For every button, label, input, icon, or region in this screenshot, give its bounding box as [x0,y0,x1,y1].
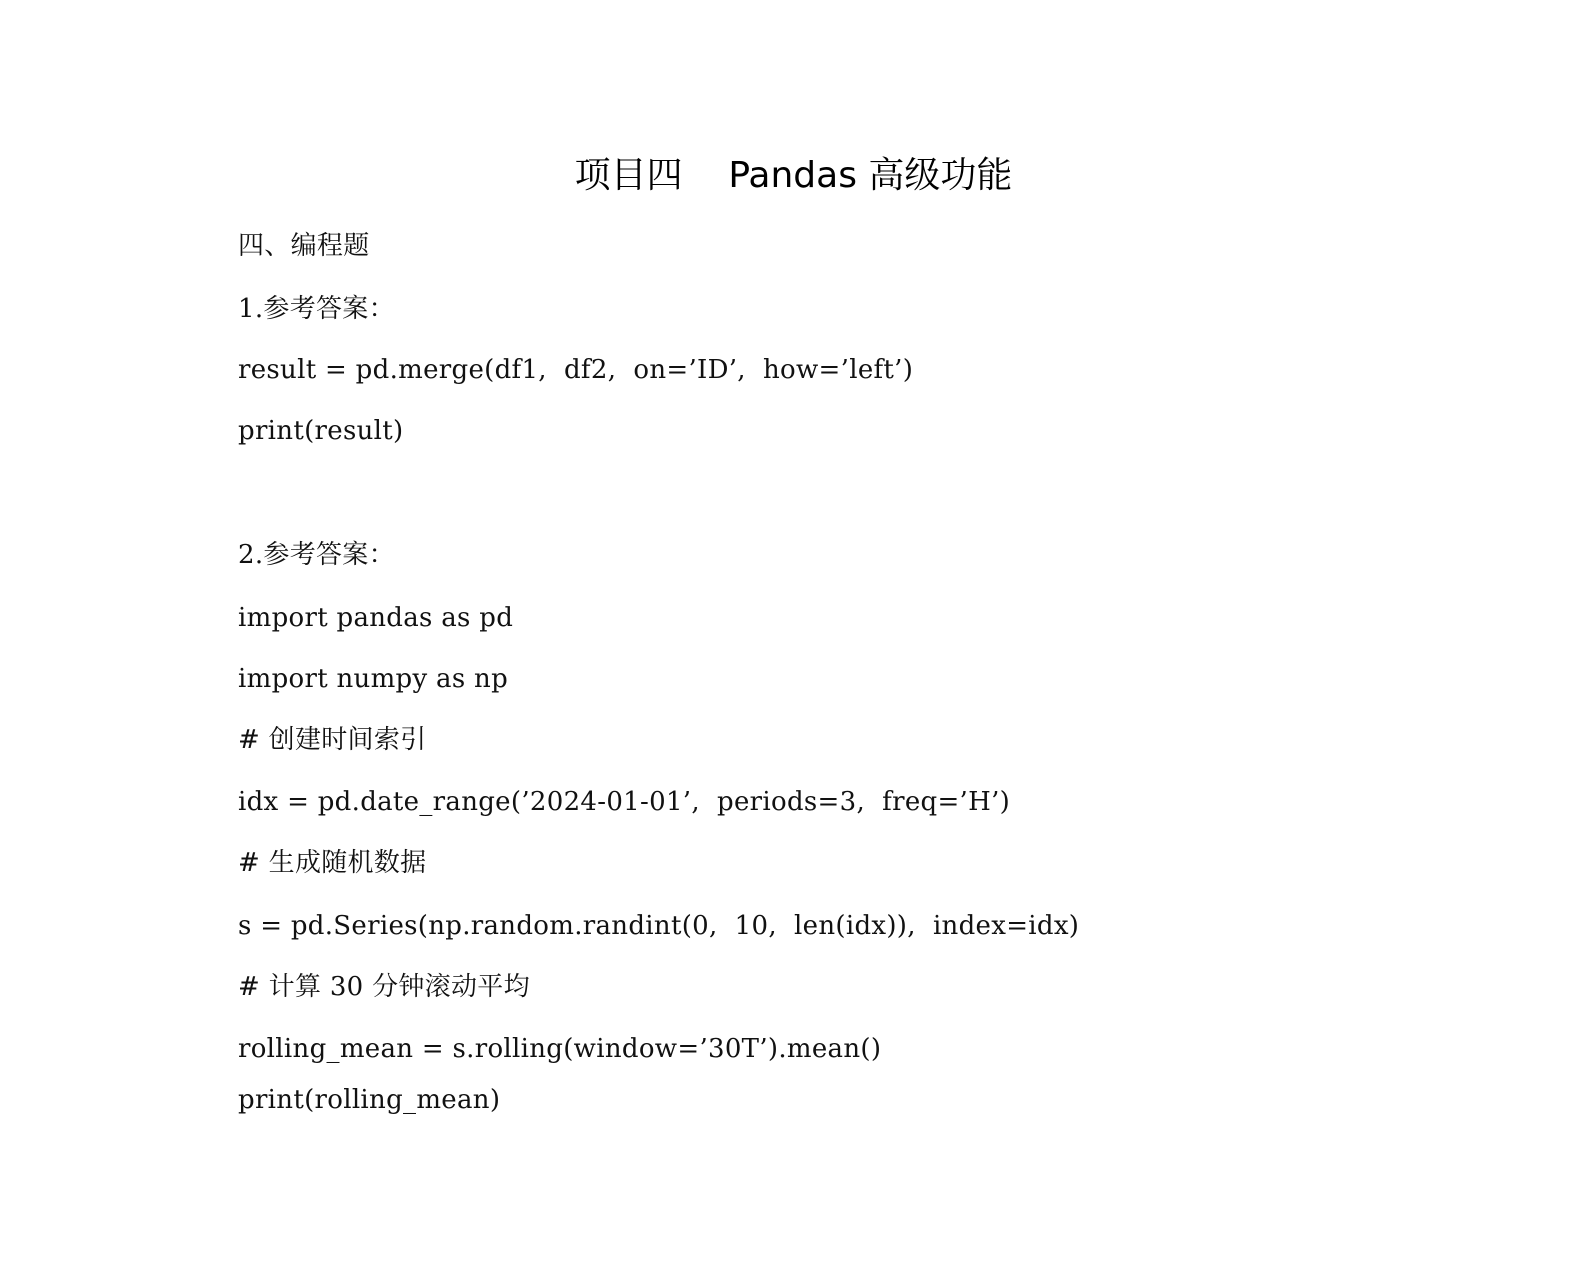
code-comment: # 生成随机数据 [238,848,427,878]
code-comment: # 创建时间索引 [238,725,427,755]
code-line: print(rolling_mean) [238,1085,501,1115]
code-line: rolling_mean = s.rolling(window=’30T’).mean() [238,1034,882,1064]
document-title: 项目四 Pandas 高级功能 [574,155,1013,196]
answer-label-1: 1.参考答案： [238,294,395,324]
section-heading: 四、编程题 [238,231,370,261]
code-comment: # 计算 30 分钟滚动平均 [238,972,530,1002]
code-line: s = pd.Series(np.random.randint(0, 10, len(idx)), index=idx) [238,911,1080,941]
code-line: print(result) [238,416,404,446]
code-line: import numpy as np [238,664,509,694]
answer-label-2: 2.参考答案： [238,540,395,570]
code-line: import pandas as pd [238,603,514,633]
code-line: idx = pd.date_range(’2024-01-01’, periods=3, freq=’H’) [238,787,1011,817]
code-line: result = pd.merge(df1, df2, on=’ID’, how=’left’) [238,355,914,385]
